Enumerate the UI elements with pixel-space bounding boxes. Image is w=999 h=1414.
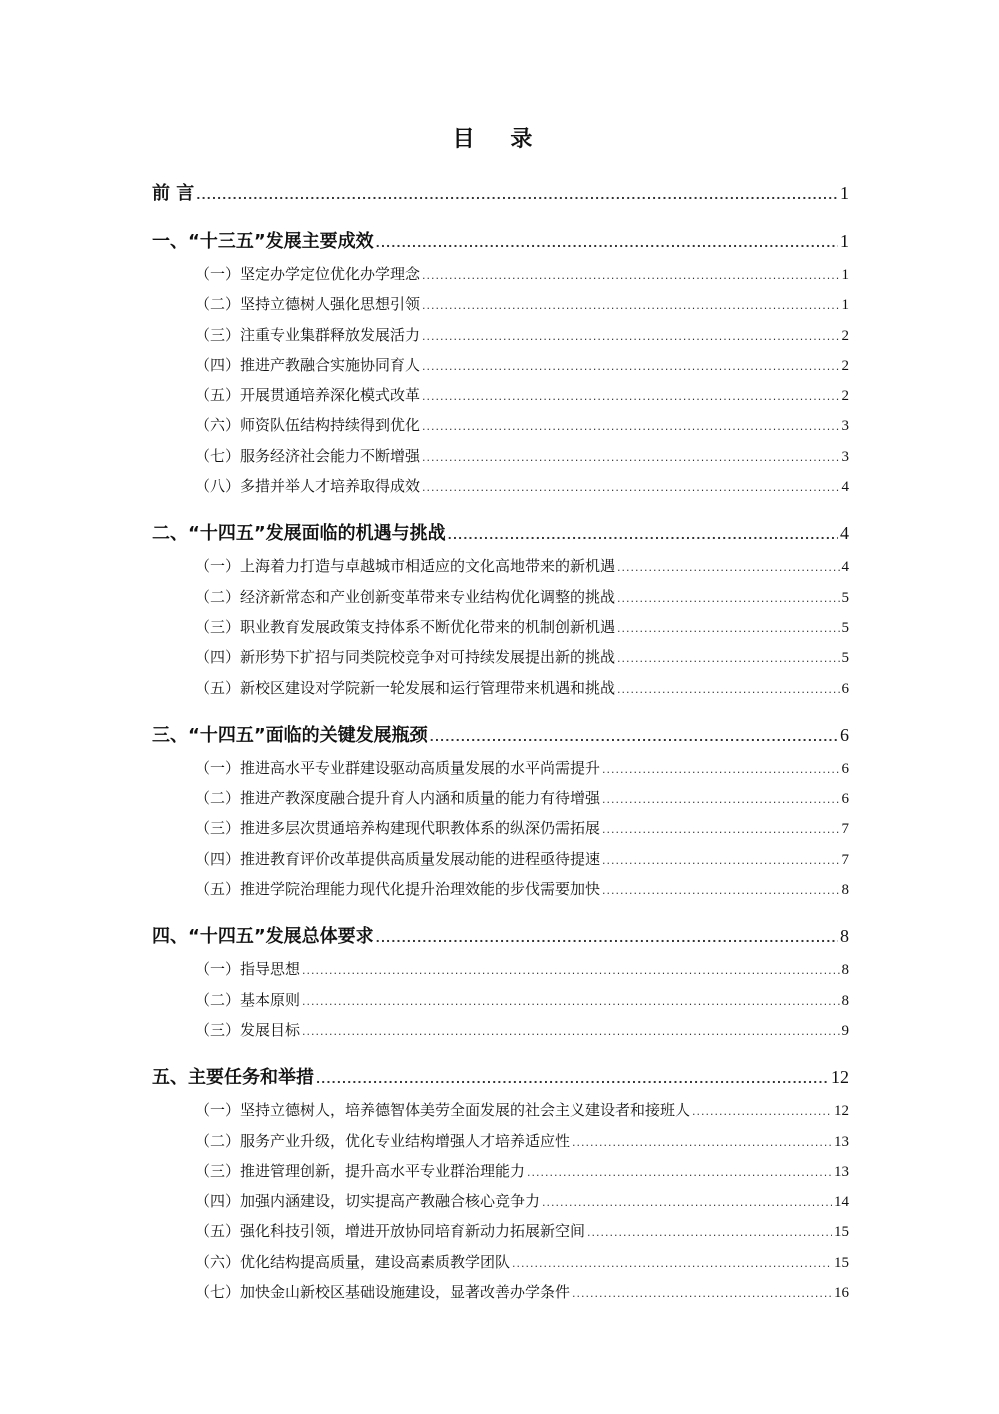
toc-subsection-entry[interactable] xyxy=(152,1216,849,1246)
dot-leader xyxy=(617,551,839,583)
dot-leader xyxy=(316,1060,829,1098)
dot-leader xyxy=(302,985,839,1017)
toc-page-number: 2 xyxy=(841,327,849,344)
dot-leader xyxy=(422,380,839,412)
dot-leader xyxy=(196,176,838,214)
dot-leader xyxy=(587,1216,832,1248)
toc-page-number: 12 xyxy=(831,1067,849,1088)
toc-page-number: 6 xyxy=(841,791,849,808)
toc-entry-label: （三）发展目标 xyxy=(195,1020,301,1039)
toc-page-number: 6 xyxy=(841,680,849,697)
dot-leader xyxy=(617,582,839,614)
dot-leader xyxy=(527,1156,832,1188)
toc-entry-label: （四）推进教育评价改革提供高质量发展动能的进程亟待提速 xyxy=(195,849,601,868)
toc-section-entry[interactable] xyxy=(152,175,849,211)
toc-entry-label: 四、“十四五”发展总体要求 xyxy=(152,926,374,948)
dot-leader xyxy=(602,813,839,845)
dot-leader xyxy=(602,753,839,785)
toc-page-number: 7 xyxy=(841,821,849,838)
dot-leader xyxy=(302,1015,839,1047)
dot-leader xyxy=(617,673,839,705)
toc-page-number: 16 xyxy=(834,1285,849,1302)
toc-page-number: 8 xyxy=(841,992,849,1009)
toc-subsection-entry[interactable] xyxy=(152,1247,849,1277)
toc-entry-label: 前 言 xyxy=(152,183,195,204)
toc-page-number: 4 xyxy=(840,523,849,544)
dot-leader xyxy=(430,718,838,756)
dot-leader xyxy=(376,224,838,262)
dot-leader xyxy=(602,874,839,906)
toc-entry-label: （二）推进产教深度融合提升育人内涵和质量的能力有待增强 xyxy=(195,789,601,808)
toc-page-number: 8 xyxy=(840,926,849,947)
toc-entry-label: （五）强化科技引领，增进开放协同培育新动力拓展新空间 xyxy=(195,1222,586,1241)
toc-subsection-entry[interactable] xyxy=(152,874,849,904)
toc-page-number: 4 xyxy=(841,559,849,576)
toc-section-entry[interactable] xyxy=(152,1059,849,1095)
toc-subsection-entry[interactable] xyxy=(152,1186,849,1216)
toc-subsection-entry[interactable] xyxy=(152,259,849,289)
toc-entry-label: （五）新校区建设对学院新一轮发展和运行管理带来机遇和挑战 xyxy=(195,678,616,697)
toc-page-number: 2 xyxy=(841,388,849,405)
toc-subsection-entry[interactable] xyxy=(152,813,849,843)
toc-entry-label: （三）推进管理创新，提升高水平专业群治理能力 xyxy=(195,1161,526,1180)
toc-page-number: 3 xyxy=(841,418,849,435)
dot-leader xyxy=(572,1126,832,1158)
toc-entry-label: （一）坚持立德树人，培养德智体美劳全面发展的社会主义建设者和接班人 xyxy=(195,1101,691,1120)
dot-leader xyxy=(602,783,839,815)
dot-leader xyxy=(692,1095,832,1127)
toc-entry-label: （七）加快金山新校区基础设施建设，显著改善办学条件 xyxy=(195,1283,571,1302)
toc-entry-label: 三、“十四五”面临的关键发展瓶颈 xyxy=(152,724,428,746)
dot-leader xyxy=(376,919,838,957)
toc-page-number: 15 xyxy=(834,1224,849,1241)
dot-leader xyxy=(542,1186,832,1218)
dot-leader xyxy=(617,612,839,644)
toc-page-number: 13 xyxy=(834,1163,849,1180)
toc-page-number: 1 xyxy=(841,297,849,314)
toc-page-number: 5 xyxy=(841,589,849,606)
toc-subsection-entry[interactable] xyxy=(152,320,849,350)
toc-section-entry[interactable] xyxy=(152,223,849,259)
toc-entry-label: （二）服务产业升级，优化专业结构增强人才培养适应性 xyxy=(195,1131,571,1150)
toc-page-number: 4 xyxy=(841,479,849,496)
toc-entry-label: （二）基本原则 xyxy=(195,990,301,1009)
toc-subsection-entry[interactable] xyxy=(152,753,849,783)
toc-entry-label: 二、“十四五”发展面临的机遇与挑战 xyxy=(152,523,446,545)
toc-entry-label: （三）推进多层次贯通培养构建现代职教体系的纵深仍需拓展 xyxy=(195,819,601,838)
table-of-contents xyxy=(152,175,849,1307)
toc-page-number: 1 xyxy=(841,267,849,283)
toc-entry-label: （一）推进高水平专业群建设驱动高质量发展的水平尚需提升 xyxy=(195,758,601,777)
toc-entry-label: （五）推进学院治理能力现代化提升治理效能的步伐需要加快 xyxy=(195,880,601,899)
toc-entry-label: （一）坚定办学定位优化办学理念 xyxy=(195,265,421,283)
toc-page-number: 5 xyxy=(841,650,849,667)
toc-subsection-entry[interactable] xyxy=(152,350,849,380)
dot-leader xyxy=(422,471,839,503)
dot-leader xyxy=(572,1277,832,1309)
toc-subsection-entry[interactable] xyxy=(152,551,849,581)
dot-leader xyxy=(302,954,839,986)
toc-subsection-entry[interactable] xyxy=(152,642,849,672)
toc-entry-label: （四）新形势下扩招与同类院校竞争对可持续发展提出新的挑战 xyxy=(195,648,616,667)
toc-page-number: 3 xyxy=(841,448,849,465)
toc-page-number: 1 xyxy=(840,231,849,251)
toc-page-number: 15 xyxy=(834,1254,849,1271)
toc-page-number: 1 xyxy=(840,183,849,203)
dot-leader xyxy=(512,1247,832,1279)
toc-page-number: 7 xyxy=(841,851,849,868)
dot-leader xyxy=(617,642,839,674)
dot-leader xyxy=(602,844,839,876)
toc-subsection-entry[interactable] xyxy=(152,1156,849,1186)
dot-leader xyxy=(422,410,839,442)
toc-page-number: 8 xyxy=(841,962,849,979)
toc-page-number: 6 xyxy=(840,724,849,745)
toc-subsection-entry[interactable] xyxy=(152,985,849,1015)
toc-subsection-entry[interactable] xyxy=(152,380,849,410)
toc-entry-label: （八）多措并举人才培养取得成效 xyxy=(195,477,421,496)
toc-page-number: 5 xyxy=(841,619,849,636)
toc-subsection-entry[interactable] xyxy=(152,441,849,471)
toc-subsection-entry[interactable] xyxy=(152,582,849,612)
toc-entry-label: 一、“十三五”发展主要成效 xyxy=(152,231,374,252)
toc-entry-label: （一）指导思想 xyxy=(195,960,301,979)
toc-entry-label: （三）注重专业集群释放发展活力 xyxy=(195,325,421,344)
toc-subsection-entry[interactable] xyxy=(152,1095,849,1125)
toc-page-number: 2 xyxy=(841,357,849,374)
toc-page-number: 14 xyxy=(834,1194,849,1211)
toc-entry-label: （七）服务经济社会能力不断增强 xyxy=(195,446,421,465)
toc-subsection-entry[interactable] xyxy=(152,1277,849,1307)
toc-subsection-entry[interactable] xyxy=(152,783,849,813)
dot-leader xyxy=(422,350,839,382)
toc-page-number: 9 xyxy=(841,1022,849,1039)
dot-leader xyxy=(422,441,839,473)
toc-entry-label: （四）推进产教融合实施协同育人 xyxy=(195,355,421,374)
page-title: 目 录 xyxy=(452,127,547,152)
toc-page-number: 6 xyxy=(841,760,849,777)
toc-subsection-entry[interactable] xyxy=(152,612,849,642)
toc-page-number: 13 xyxy=(834,1133,849,1150)
toc-entry-label: （二）经济新常态和产业创新变革带来专业结构优化调整的挑战 xyxy=(195,587,616,606)
dot-leader xyxy=(448,516,838,554)
dot-leader xyxy=(422,320,839,352)
dot-leader xyxy=(422,289,839,321)
toc-entry-label: （四）加强内涵建设，切实提高产教融合核心竞争力 xyxy=(195,1192,541,1211)
toc-subsection-entry[interactable] xyxy=(152,471,849,501)
toc-subsection-entry[interactable] xyxy=(152,673,849,703)
toc-subsection-entry[interactable] xyxy=(152,1015,849,1045)
toc-entry-label: （六）师资队伍结构持续得到优化 xyxy=(195,416,421,435)
toc-entry-label: （五）开展贯通培养深化模式改革 xyxy=(195,386,421,405)
toc-section-entry[interactable] xyxy=(152,717,849,753)
toc-subsection-entry[interactable] xyxy=(152,1126,849,1156)
toc-entry-label: （二）坚持立德树人强化思想引领 xyxy=(195,295,421,314)
toc-section-entry[interactable] xyxy=(152,918,849,954)
toc-subsection-entry[interactable] xyxy=(152,289,849,319)
toc-entry-label: 五、主要任务和举措 xyxy=(152,1067,314,1089)
toc-page-number: 8 xyxy=(841,882,849,899)
toc-page-number: 12 xyxy=(834,1103,849,1120)
dot-leader xyxy=(422,259,839,291)
toc-section-entry[interactable] xyxy=(152,515,849,551)
toc-subsection-entry[interactable] xyxy=(152,844,849,874)
toc-entry-label: （六）优化结构提高质量，建设高素质教学团队 xyxy=(195,1252,511,1271)
toc-entry-label: （一）上海着力打造与卓越城市相适应的文化高地带来的新机遇 xyxy=(195,557,616,576)
toc-subsection-entry[interactable] xyxy=(152,954,849,984)
toc-subsection-entry[interactable] xyxy=(152,410,849,440)
toc-entry-label: （三）职业教育发展政策支持体系不断优化带来的机制创新机遇 xyxy=(195,617,616,636)
